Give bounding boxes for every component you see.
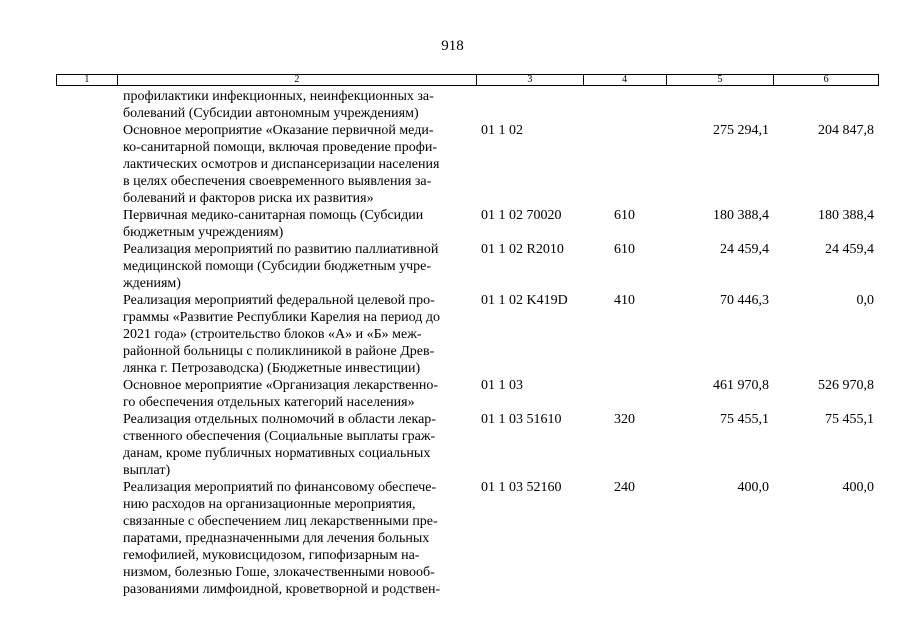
row-expense-type: 240	[614, 480, 635, 495]
row-description	[123, 207, 468, 241]
description-line: бюджетным учреждениям)	[123, 225, 284, 240]
description-line: граммы «Развитие Республики Карелия на период до	[123, 310, 441, 325]
row-description	[123, 411, 468, 479]
description-line: выплат)	[123, 463, 171, 478]
description-line: Основное мероприятие «Оказание первичной меди-	[123, 123, 434, 138]
description-line: связанные с обеспечением лиц лекарственными пре-	[123, 514, 438, 529]
row-value-col6: 24 459,4	[825, 242, 874, 257]
row-code: 01 1 02 R2010	[481, 242, 564, 257]
description-line: Первичная медико-санитарная помощь (Субсидии	[123, 208, 424, 223]
row-value-col5: 275 294,1	[713, 123, 769, 138]
row-description	[123, 241, 468, 292]
row-code: 01 1 03	[481, 378, 523, 393]
row-value-col5: 461 970,8	[713, 378, 769, 393]
table-row	[0, 122, 905, 207]
description-line: ждениям)	[123, 276, 181, 291]
row-code: 01 1 02	[481, 123, 523, 138]
description-line: разованиями лимфоидной, кроветворной и родствен-	[123, 582, 441, 597]
table-row	[0, 411, 905, 479]
description-line: 2021 года» (строительство блоков «А» и «Б» меж-	[123, 327, 422, 342]
header-col-6: 6	[823, 74, 829, 85]
row-expense-type: 320	[614, 412, 635, 427]
row-expense-type: 610	[614, 208, 635, 223]
page-number: 918	[441, 38, 464, 54]
table-row	[0, 292, 905, 377]
description-line: низмом, болезнью Гоше, злокачественными новооб-	[123, 565, 435, 580]
description-line: Реализация мероприятий по развитию паллиативной	[123, 242, 439, 257]
description-line: го обеспечения отдельных категорий населения»	[123, 395, 415, 410]
row-description	[123, 88, 468, 122]
description-line: Реализация мероприятий федеральной целевой про-	[123, 293, 435, 308]
row-value-col6: 0,0	[856, 293, 874, 308]
description-line: Реализация отдельных полномочий в области лекар-	[123, 412, 436, 427]
header-col-1: 1	[57, 75, 118, 85]
table-header	[56, 74, 879, 86]
description-line: Реализация мероприятий по финансовому обеспече-	[123, 480, 437, 495]
table-row	[0, 479, 905, 598]
description-line: профилактики инфекционных, неинфекционных за-	[123, 89, 434, 104]
row-code: 01 1 02 70020	[481, 208, 562, 223]
row-value-col5: 24 459,4	[720, 242, 769, 257]
description-line: данам, кроме публичных нормативных социальных	[123, 446, 431, 461]
row-description	[123, 292, 468, 377]
row-expense-type: 610	[614, 242, 635, 257]
description-line: нию расходов на организационные мероприятия,	[123, 497, 416, 512]
row-code: 01 1 02 K419D	[481, 293, 568, 308]
description-line: гемофилией, муковисцидозом, гипофизарным на-	[123, 548, 420, 563]
row-code: 01 1 03 51610	[481, 412, 562, 427]
description-line: районной больницы с поликлиникой в районе Древ-	[123, 344, 435, 359]
row-value-col6: 526 970,8	[818, 378, 874, 393]
description-line: медицинской помощи (Субсидии бюджетным учре-	[123, 259, 432, 274]
row-value-col5: 180 388,4	[713, 208, 769, 223]
description-line: болеваний и факторов риска их развития»	[123, 191, 374, 206]
description-line: Основное мероприятие «Организация лекарственно-	[123, 378, 439, 393]
table-row	[0, 377, 905, 411]
header-col-5: 5	[667, 75, 775, 85]
description-line: в целях обеспечения своевременного выявления за-	[123, 174, 432, 189]
row-value-col6: 75 455,1	[825, 412, 874, 427]
description-line: лактических осмотров и диспансеризации населения	[123, 157, 440, 172]
row-value-col6: 204 847,8	[818, 123, 874, 138]
description-line: паратами, предназначенными для лечения больных	[123, 531, 430, 546]
row-description	[123, 377, 468, 411]
header-col-3: 3	[477, 75, 584, 85]
row-code: 01 1 03 52160	[481, 480, 562, 495]
row-value-col6: 400,0	[842, 480, 874, 495]
description-line: ственного обеспечения (Социальные выплаты граж-	[123, 429, 436, 444]
table-body	[0, 88, 905, 598]
row-description	[123, 122, 468, 207]
row-value-col5: 75 455,1	[720, 412, 769, 427]
row-value-col6: 180 388,4	[818, 208, 874, 223]
row-value-col5: 70 446,3	[720, 293, 769, 308]
description-line: лянка г. Петрозаводска) (Бюджетные инвестиции)	[123, 361, 421, 376]
table-row	[0, 241, 905, 292]
description-line: ко-санитарной помощи, включая проведение профи-	[123, 140, 438, 155]
table-row	[0, 88, 905, 122]
row-value-col5: 400,0	[737, 480, 769, 495]
header-col-4: 4	[584, 75, 667, 85]
header-col-2: 2	[118, 75, 477, 85]
row-description	[123, 479, 468, 598]
table-row	[0, 207, 905, 241]
description-line: болеваний (Субсидии автономным учреждениям)	[123, 106, 419, 121]
row-expense-type: 410	[614, 293, 635, 308]
